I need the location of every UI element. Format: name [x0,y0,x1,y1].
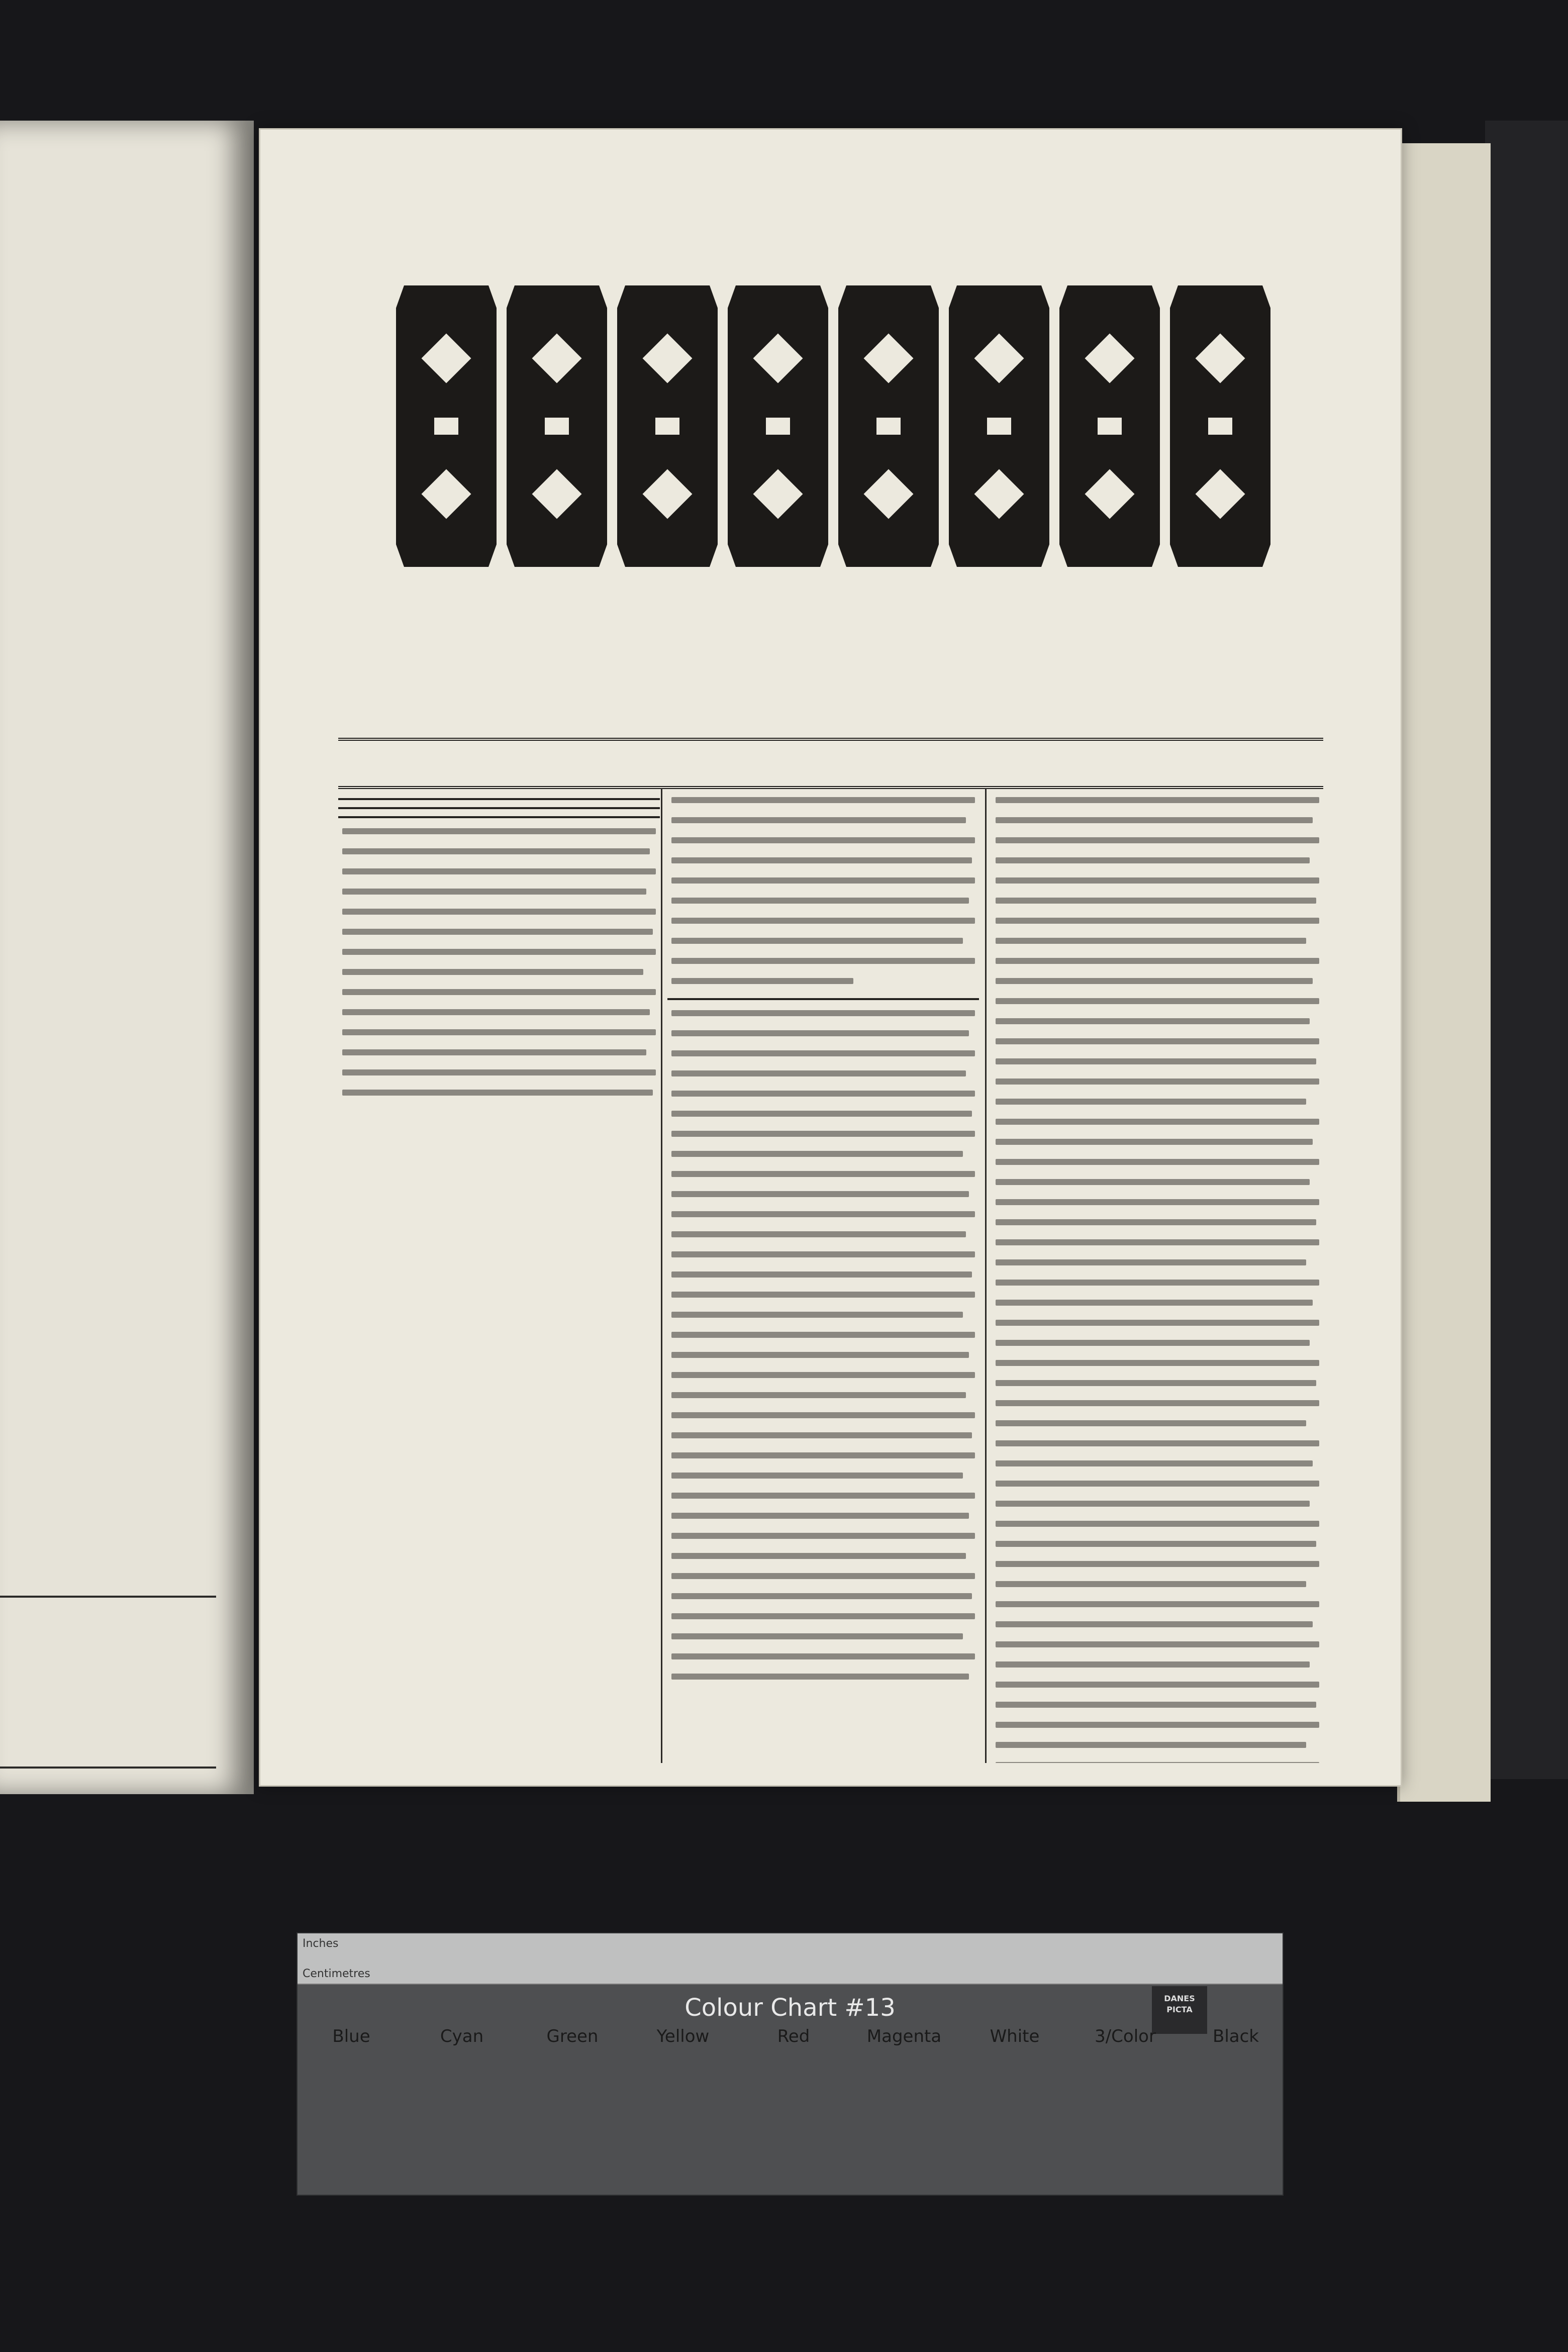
previous-page [0,121,254,1794]
divider [338,798,660,800]
swatch-label: Green [546,2026,599,2046]
colour-calibration-chart [297,1932,1284,2196]
divider [338,807,660,809]
article-body-lines [671,1010,975,1680]
masthead-letter [949,285,1049,567]
ruler-cm-label: Centimetres [303,1968,370,1980]
masthead-title [396,270,1270,582]
swatch-label: Black [1213,2026,1259,2046]
masthead-letter [507,285,607,567]
swatch-label: Blue [332,2026,370,2046]
masthead-title-text [396,270,397,271]
newspaper-page [259,128,1402,1787]
swatch-label: Magenta [866,2026,942,2046]
masthead-letter [617,285,718,567]
divider [338,816,660,818]
column-3 [992,788,1323,1763]
article-body-lines [671,797,975,984]
page-edges [1397,143,1491,1802]
swatch-label: Yellow [656,2026,710,2046]
swatch-label: Red [777,2026,810,2046]
dateline [338,738,1323,789]
swatch-label: Cyan [440,2026,484,2046]
column-rule [985,788,987,1763]
article-body-lines [996,797,1319,1763]
swatch-label: White [990,2026,1040,2046]
masthead-letter [1059,285,1160,567]
swatch-label: 3/Color [1095,2026,1156,2046]
ruler [298,1933,1283,1985]
divider [667,998,979,1000]
swatch-labels [298,2026,1283,2046]
previous-page-rule [0,1767,216,1769]
manufacturer-logo: DANES PICTA [1152,1986,1207,2034]
article-columns [338,788,1323,1768]
masthead-letter [838,285,939,567]
masthead-letter [396,285,497,567]
masthead-letter [728,285,828,567]
previous-page-rule [0,1596,216,1598]
column-2 [667,788,979,1763]
column-1 [338,788,660,1763]
column-rule [661,788,662,1763]
book-cover [1485,121,1568,1779]
masthead-letter [1170,285,1270,567]
article-body-lines [342,828,656,1096]
ruler-inches-label: Inches [303,1937,339,1950]
chart-title: Colour Chart #13 [684,1994,896,2022]
